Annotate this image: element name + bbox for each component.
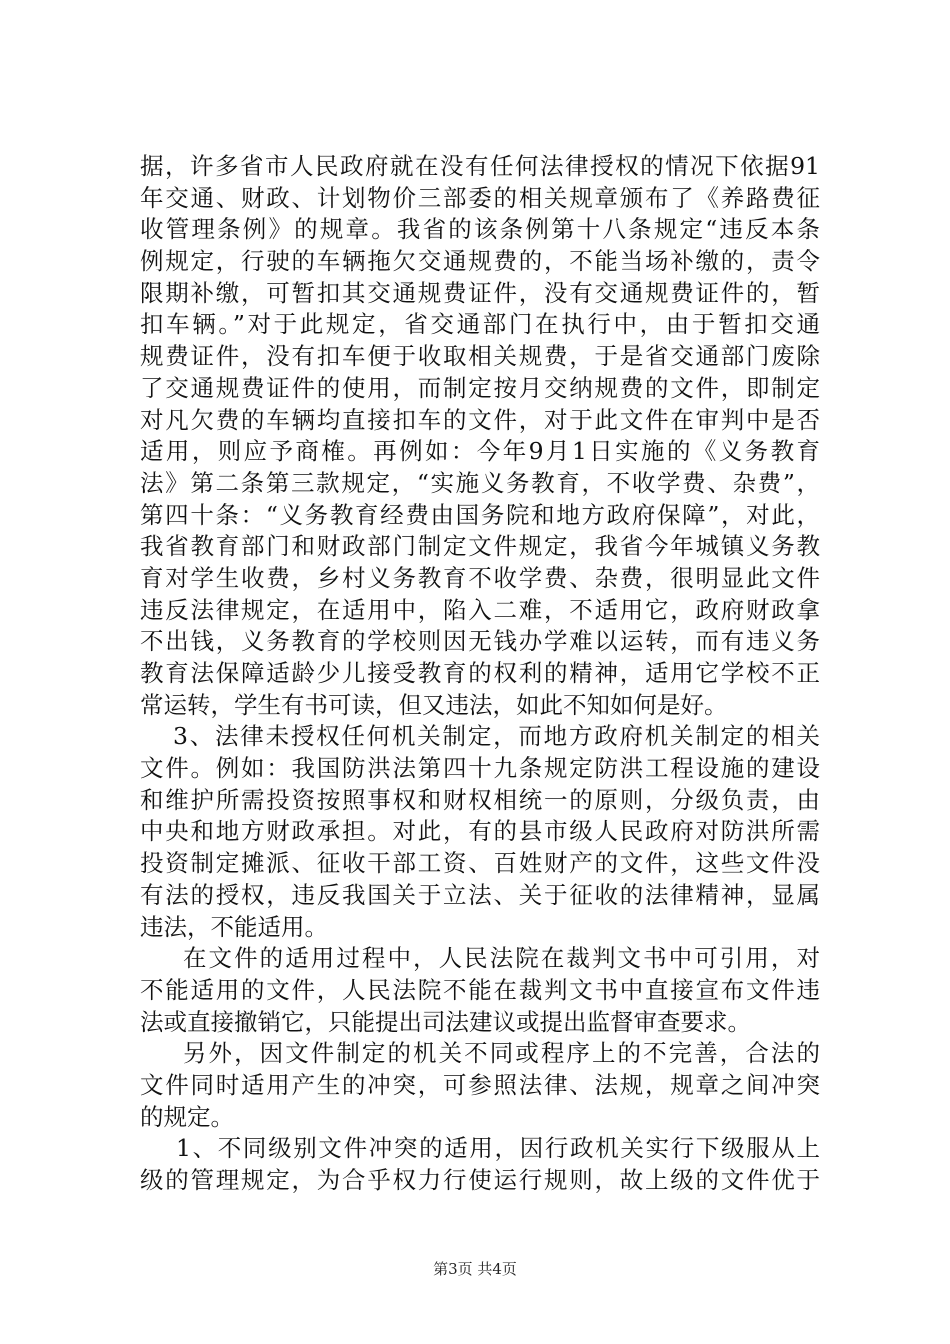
text-line: 3、法律未授权任何机关制定，而地方政府机关制定的相关: [173, 722, 820, 751]
text-line: 了交通规费证件的使用，而制定按月交纳规费的文件，即制定: [140, 373, 820, 402]
text-line: 常运转，学生有书可读，但又违法，如此不知如何是好。: [140, 690, 728, 719]
text-line: 第四十条：“义务教育经费由国务院和地方政府保障”，对此，: [140, 500, 820, 529]
text-line: 不出钱，义务教育的学校则因无钱办学难以运转，而有违义务: [140, 627, 820, 656]
text-line: 中央和地方财政承担。对此，有的县市级人民政府对防洪所需: [140, 817, 820, 846]
text-line: 扣车辆。”对于此规定，省交通部门在执行中，由于暂扣交通: [140, 310, 820, 339]
text-line: 级的管理规定，为合乎权力行使运行规则，故上级的文件优于: [140, 1166, 820, 1194]
text-line: 教育法保障适龄少儿接受教育的权利的精神，适用它学校不正: [140, 659, 820, 687]
text-line: 文件同时适用产生的冲突，可参照法律、法规，规章之间冲突: [140, 1070, 820, 1099]
text-line: 法》第二条第三款规定，“实施义务教育，不收学费、杂费”，: [140, 468, 820, 497]
text-line: 收管理条例》的规章。我省的该条例第十八条规定“违反本条: [140, 215, 820, 244]
text-line: 据，许多省市人民政府就在没有任何法律授权的情况下依据91: [140, 152, 820, 180]
text-line: 文件。例如：我国防洪法第四十九条规定防洪工程设施的建设: [140, 754, 820, 783]
text-line: 违反法律规定，在适用中，陷入二难，不适用它，政府财政拿: [140, 595, 820, 624]
text-line: 我省教育部门和财政部门制定文件规定，我省今年城镇义务教: [140, 532, 820, 561]
text-line: 适用，则应予商榷。再例如：今年9月1日实施的《义务教育: [140, 437, 820, 466]
text-line: 在文件的适用过程中，人民法院在裁判文书中可引用，对: [183, 944, 820, 973]
text-line: 和维护所需投资按照事权和财权相统一的原则，分级负责，由: [140, 785, 820, 814]
text-line: 投资制定摊派、征收干部工资、百姓财产的文件，这些文件没: [140, 849, 820, 878]
page-footer: 第3页 共4页: [433, 1260, 517, 1278]
text-line: 育对学生收费，乡村义务教育不收学费、杂费，很明显此文件: [140, 563, 820, 592]
text-line: 违法，不能适用。: [140, 912, 328, 941]
text-line: 年交通、财政、计划物价三部委的相关规章颁布了《养路费征: [140, 183, 820, 212]
document-body: [140, 151, 820, 1197]
text-line: 有法的授权，违反我国关于立法、关于征收的法律精神，显属: [140, 880, 820, 909]
text-line: 的规定。: [140, 1102, 234, 1131]
text-line: 对凡欠费的车辆均直接扣车的文件，对于此文件在审判中是否: [140, 405, 820, 434]
text-line: 1、不同级别文件冲突的适用，因行政机关实行下级服从上: [176, 1134, 820, 1163]
text-line: 例规定，行驶的车辆拖欠交通规费的，不能当场补缴的，责令: [140, 247, 820, 276]
text-line: 限期补缴，可暂扣其交通规费证件，没有交通规费证件的，暂: [140, 278, 820, 307]
text-line: 法或直接撤销它，只能提出司法建议或提出监督审查要求。: [140, 1007, 751, 1036]
text-line: 不能适用的文件，人民法院不能在裁判文书中直接宣布文件违: [140, 975, 820, 1004]
text-line: 另外，因文件制定的机关不同或程序上的不完善，合法的: [183, 1039, 820, 1068]
text-line: 规费证件，没有扣车便于收取相关规费，于是省交通部门废除: [140, 342, 820, 371]
